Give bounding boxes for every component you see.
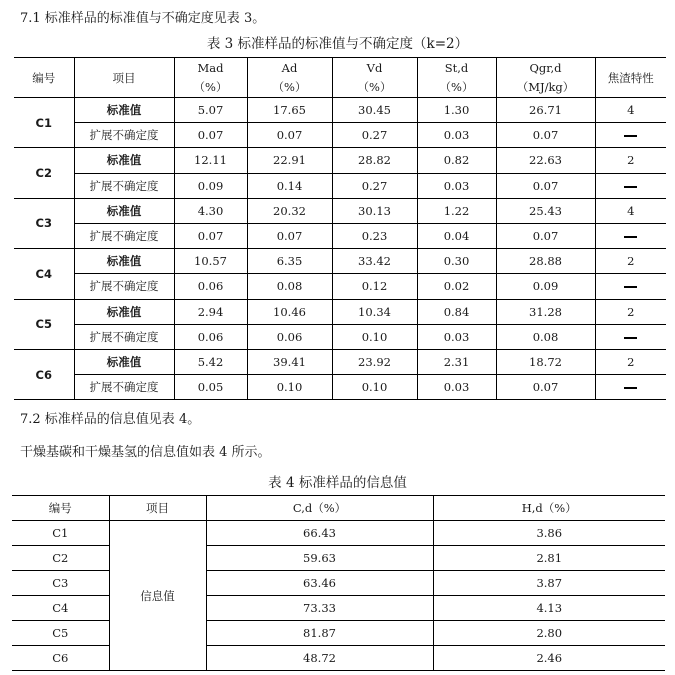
- table-row: [14, 324, 666, 349]
- standard-value-label: 标准值: [74, 299, 174, 324]
- sample-id: C4: [14, 249, 74, 299]
- uncertainty-cell: 0.07: [496, 173, 595, 198]
- standard-value-cell: 30.13: [332, 198, 417, 223]
- carbon-value-cell: 66.43: [206, 521, 433, 546]
- standard-value-label: 标准值: [74, 98, 174, 123]
- uncertainty-cell: 0.08: [496, 324, 595, 349]
- sample-id: C6: [14, 349, 74, 399]
- uncertainty-cell: 0.05: [174, 375, 247, 400]
- not-applicable-cell: [595, 375, 666, 400]
- uncertainty-cell: 0.23: [332, 223, 417, 248]
- header-ad: Ad: [247, 58, 332, 78]
- uncertainty-cell: 0.07: [496, 223, 595, 248]
- standard-value-cell: 31.28: [496, 299, 595, 324]
- table-row: [12, 521, 665, 546]
- standard-value-cell: 1.22: [417, 198, 496, 223]
- table-row: [14, 375, 666, 400]
- uncertainty-cell: 0.09: [496, 274, 595, 299]
- not-applicable-cell: [595, 223, 666, 248]
- header-mad: Mad: [174, 58, 247, 78]
- uncertainty-cell: 0.27: [332, 123, 417, 148]
- em-dash-mark: [624, 286, 637, 288]
- standard-value-cell: 22.91: [247, 148, 332, 173]
- em-dash-mark: [624, 186, 637, 188]
- uncertainty-label: 扩展不确定度: [74, 123, 174, 148]
- uncertainty-cell: 0.04: [417, 223, 496, 248]
- uncertainty-label: 扩展不确定度: [74, 324, 174, 349]
- table-row: [14, 349, 666, 374]
- info-value-label: 信息值: [109, 521, 206, 671]
- uncertainty-cell: 0.07: [247, 223, 332, 248]
- table-row: [14, 299, 666, 324]
- uncertainty-cell: 0.06: [174, 274, 247, 299]
- hydrogen-value-cell: 3.87: [433, 571, 665, 596]
- standard-value-cell: 22.63: [496, 148, 595, 173]
- carbon-value-cell: 81.87: [206, 621, 433, 646]
- uncertainty-cell: 0.07: [247, 123, 332, 148]
- section-7-1-text: 7.1 标准样品的标准值与不确定度见表 3。: [20, 11, 266, 26]
- standard-value-cell: 28.88: [496, 249, 595, 274]
- unit-vd: （%）: [332, 78, 417, 98]
- standard-value-cell: 12.11: [174, 148, 247, 173]
- uncertainty-label: 扩展不确定度: [74, 274, 174, 299]
- uncertainty-cell: 0.07: [174, 123, 247, 148]
- sample-id: C2: [12, 546, 109, 571]
- header-coke: 焦渣特性: [595, 58, 666, 98]
- unit-ad: （%）: [247, 78, 332, 98]
- table4-header-row: [12, 496, 665, 521]
- unit-mad: （%）: [174, 78, 247, 98]
- standard-value-cell: 0.82: [417, 148, 496, 173]
- standard-value-cell: 10.46: [247, 299, 332, 324]
- hydrogen-value-cell: 4.13: [433, 596, 665, 621]
- header-qgr: Qgr,d: [496, 58, 595, 78]
- standard-value-cell: 6.35: [247, 249, 332, 274]
- sample-id: C5: [14, 299, 74, 349]
- sample-id: C4: [12, 596, 109, 621]
- uncertainty-cell: 0.10: [332, 324, 417, 349]
- section-7-2-text: 干燥基碳和干燥基氢的信息值如表 4 所示。: [20, 445, 271, 460]
- standard-value-cell: 10.57: [174, 249, 247, 274]
- standard-value-cell: 33.42: [332, 249, 417, 274]
- sample-id: C2: [14, 148, 74, 198]
- hydrogen-value-cell: 3.86: [433, 521, 665, 546]
- uncertainty-cell: 0.07: [174, 223, 247, 248]
- table-row: [14, 123, 666, 148]
- uncertainty-cell: 0.02: [417, 274, 496, 299]
- uncertainty-cell: 0.03: [417, 375, 496, 400]
- uncertainty-cell: 0.09: [174, 173, 247, 198]
- standard-value-cell: 25.43: [496, 198, 595, 223]
- sample-id: C5: [12, 621, 109, 646]
- table-row: [14, 148, 666, 173]
- not-applicable-cell: [595, 324, 666, 349]
- table-row: [14, 223, 666, 248]
- standard-value-cell: 39.41: [247, 349, 332, 374]
- standard-value-label: 标准值: [74, 249, 174, 274]
- standard-value-cell: 26.71: [496, 98, 595, 123]
- t4-header-item: 项目: [109, 496, 206, 521]
- information-values-table: [12, 495, 665, 671]
- standard-value-cell: 4: [595, 98, 666, 123]
- not-applicable-cell: [595, 173, 666, 198]
- section-7-2-heading: 7.2 标准样品的信息值见表 4。: [20, 412, 201, 427]
- standard-value-cell: 4: [595, 198, 666, 223]
- hydrogen-value-cell: 2.80: [433, 621, 665, 646]
- em-dash-mark: [624, 236, 637, 238]
- sample-id: C1: [12, 521, 109, 546]
- sample-id: C6: [12, 646, 109, 671]
- standard-value-cell: 2: [595, 299, 666, 324]
- standard-value-cell: 2.94: [174, 299, 247, 324]
- table-row: [14, 173, 666, 198]
- table-row: [14, 198, 666, 223]
- t4-header-id: 编号: [12, 496, 109, 521]
- standard-value-cell: 0.84: [417, 299, 496, 324]
- standard-value-cell: 18.72: [496, 349, 595, 374]
- header-std: St,d: [417, 58, 496, 78]
- standard-value-cell: 30.45: [332, 98, 417, 123]
- uncertainty-cell: 0.06: [174, 324, 247, 349]
- uncertainty-cell: 0.08: [247, 274, 332, 299]
- hydrogen-value-cell: 2.81: [433, 546, 665, 571]
- uncertainty-cell: 0.27: [332, 173, 417, 198]
- standard-values-table: [14, 57, 666, 400]
- standard-value-cell: 20.32: [247, 198, 332, 223]
- standard-value-cell: 0.30: [417, 249, 496, 274]
- standard-value-label: 标准值: [74, 198, 174, 223]
- uncertainty-label: 扩展不确定度: [74, 173, 174, 198]
- table-row: [14, 274, 666, 299]
- sample-id: C3: [14, 198, 74, 248]
- uncertainty-cell: 0.03: [417, 324, 496, 349]
- hydrogen-value-cell: 2.46: [433, 646, 665, 671]
- standard-value-cell: 2: [595, 249, 666, 274]
- standard-value-cell: 28.82: [332, 148, 417, 173]
- sample-id: C1: [14, 98, 74, 148]
- header-id: 编号: [14, 58, 74, 98]
- uncertainty-cell: 0.07: [496, 123, 595, 148]
- standard-value-cell: 17.65: [247, 98, 332, 123]
- uncertainty-cell: 0.06: [247, 324, 332, 349]
- em-dash-mark: [624, 135, 637, 137]
- unit-qgr: （MJ/kg）: [496, 78, 595, 98]
- standard-value-label: 标准值: [74, 349, 174, 374]
- standard-value-cell: 5.42: [174, 349, 247, 374]
- table-row: [14, 98, 666, 123]
- standard-value-cell: 4.30: [174, 198, 247, 223]
- not-applicable-cell: [595, 274, 666, 299]
- standard-value-label: 标准值: [74, 148, 174, 173]
- uncertainty-cell: 0.03: [417, 123, 496, 148]
- standard-value-cell: 2.31: [417, 349, 496, 374]
- carbon-value-cell: 59.63: [206, 546, 433, 571]
- uncertainty-cell: 0.10: [332, 375, 417, 400]
- uncertainty-label: 扩展不确定度: [74, 223, 174, 248]
- table4-caption: 表 4 标准样品的信息值: [268, 475, 407, 491]
- carbon-value-cell: 48.72: [206, 646, 433, 671]
- uncertainty-cell: 0.14: [247, 173, 332, 198]
- header-item: 项目: [74, 58, 174, 98]
- uncertainty-label: 扩展不确定度: [74, 375, 174, 400]
- standard-value-cell: 10.34: [332, 299, 417, 324]
- standard-value-cell: 5.07: [174, 98, 247, 123]
- t4-header-cd: C,d（%）: [206, 496, 433, 521]
- carbon-value-cell: 73.33: [206, 596, 433, 621]
- uncertainty-cell: 0.12: [332, 274, 417, 299]
- carbon-value-cell: 63.46: [206, 571, 433, 596]
- table3-header-row: [14, 58, 666, 78]
- standard-value-cell: 1.30: [417, 98, 496, 123]
- table-row: [14, 249, 666, 274]
- unit-std: （%）: [417, 78, 496, 98]
- table3-caption: 表 3 标准样品的标准值与不确定度（k=2）: [206, 36, 469, 52]
- t4-header-hd: H,d（%）: [433, 496, 665, 521]
- em-dash-mark: [624, 337, 637, 339]
- standard-value-cell: 23.92: [332, 349, 417, 374]
- standard-value-cell: 2: [595, 349, 666, 374]
- em-dash-mark: [624, 387, 637, 389]
- uncertainty-cell: 0.03: [417, 173, 496, 198]
- uncertainty-cell: 0.07: [496, 375, 595, 400]
- uncertainty-cell: 0.10: [247, 375, 332, 400]
- not-applicable-cell: [595, 123, 666, 148]
- sample-id: C3: [12, 571, 109, 596]
- standard-value-cell: 2: [595, 148, 666, 173]
- header-vd: Vd: [332, 58, 417, 78]
